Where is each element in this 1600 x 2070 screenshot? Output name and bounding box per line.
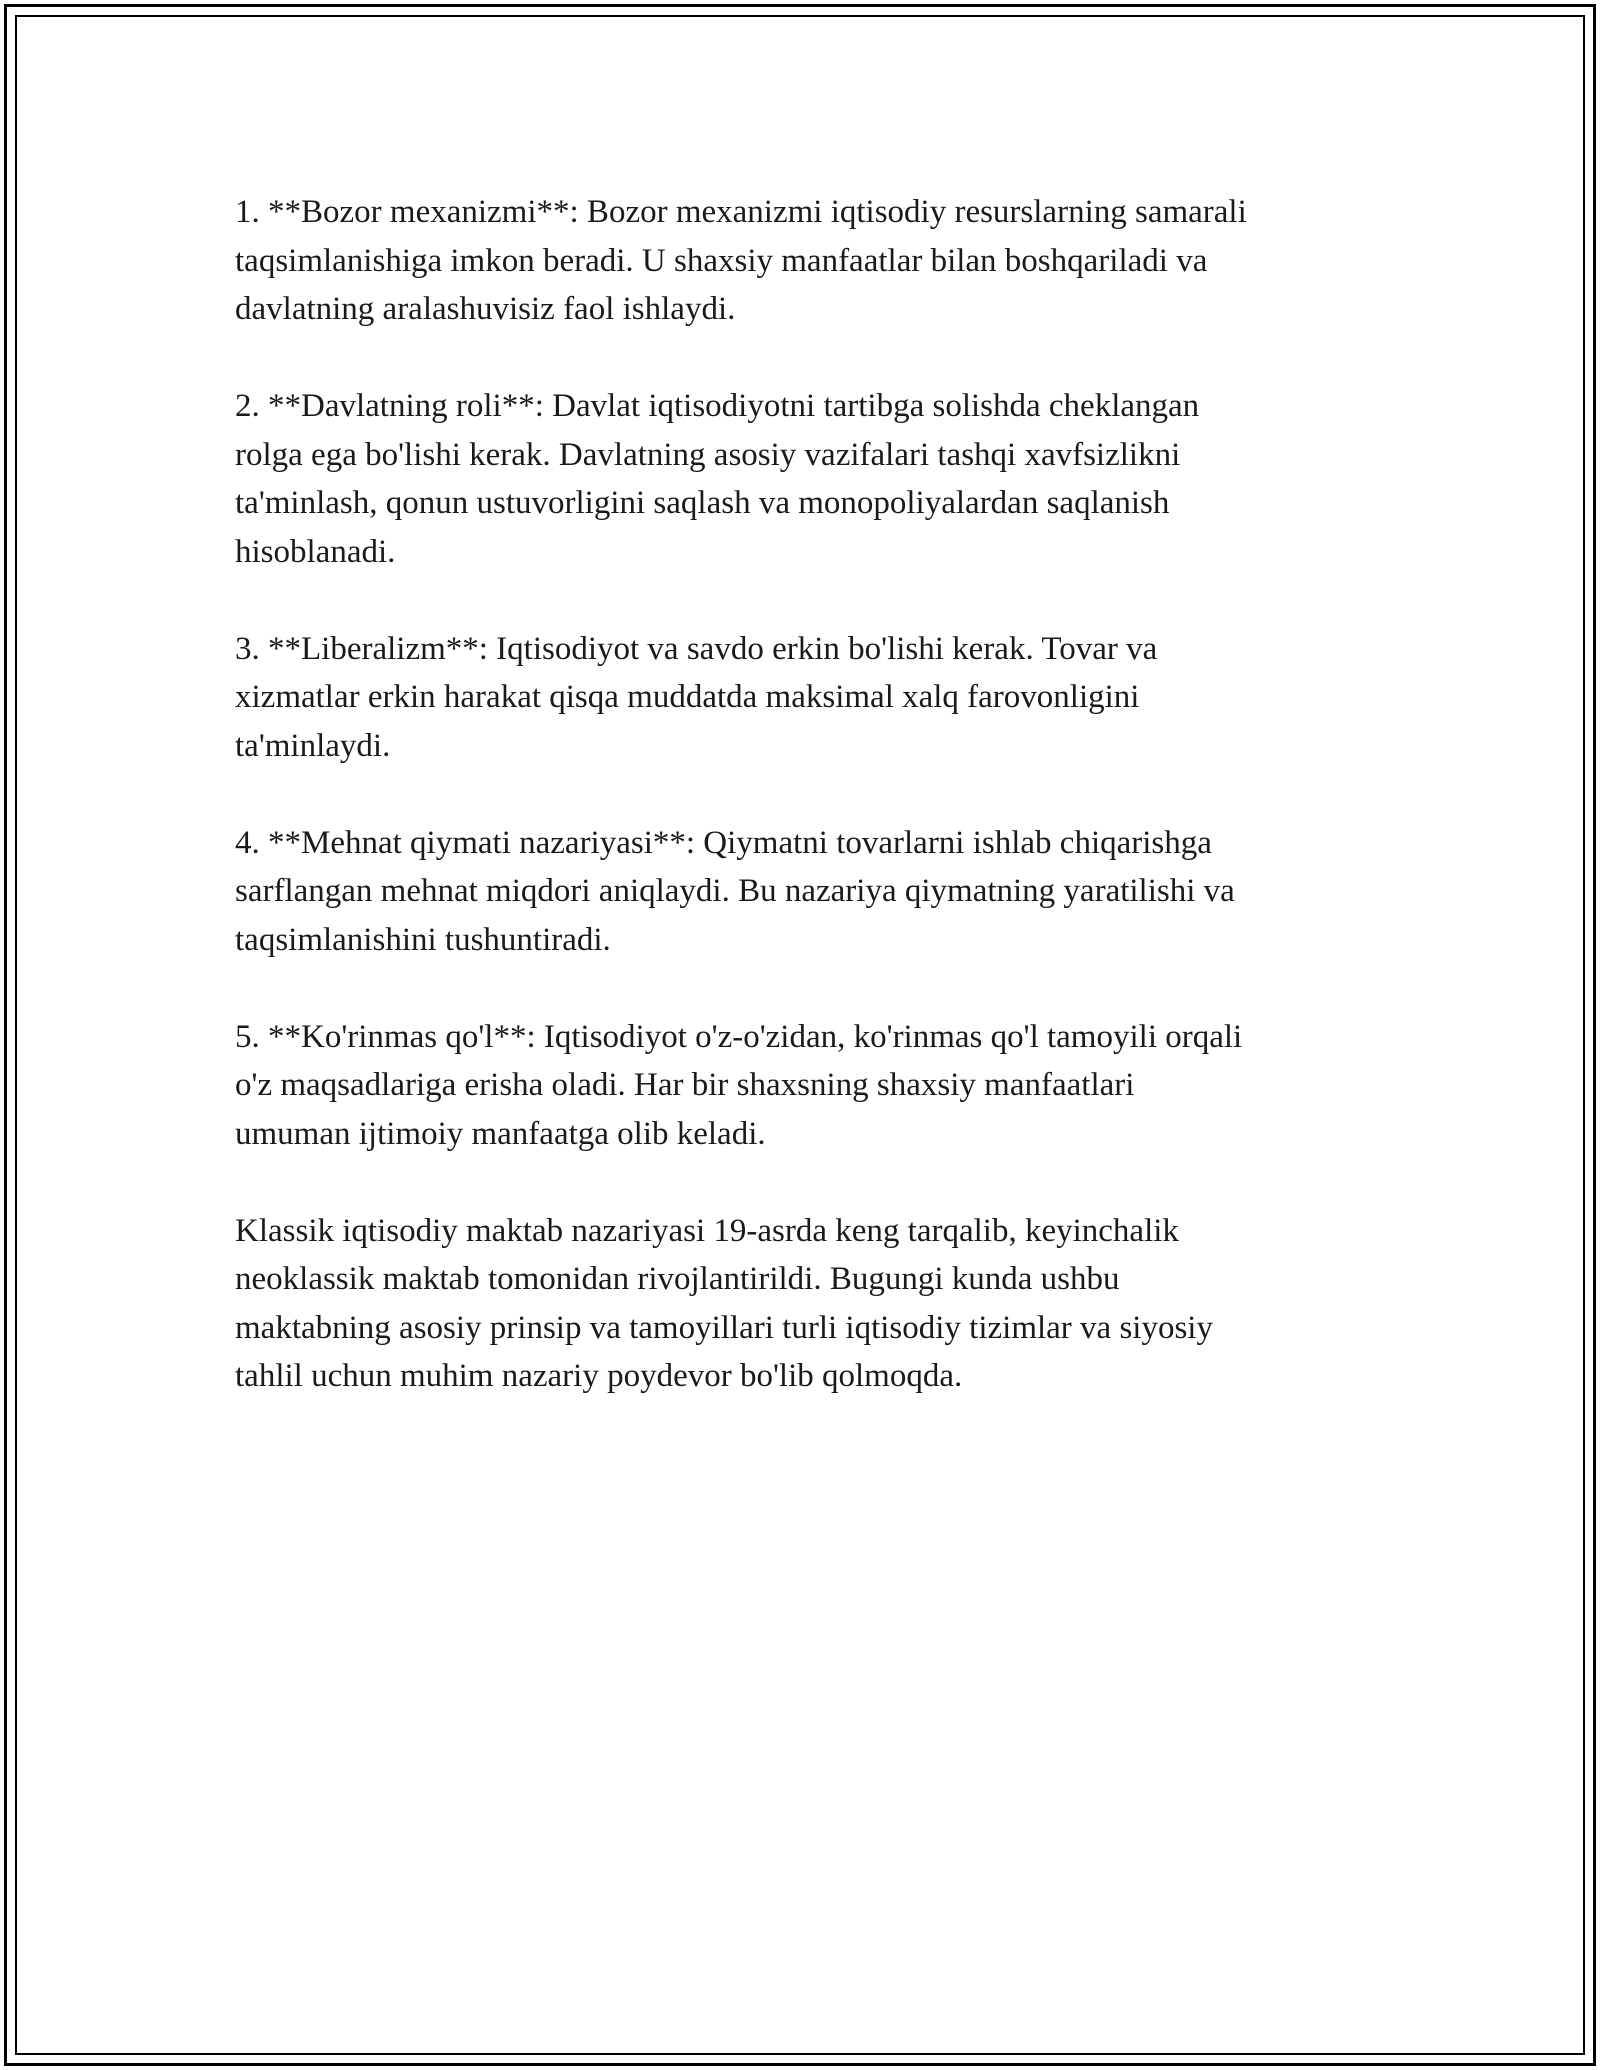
paragraph-conclusion: Klassik iqtisodiy maktab nazariyasi 19-asrda keng tarqalib, keyinchalik neoklassik maktab tomonidan rivojlantirildi. Bugungi kunda ushbu maktabning asosiy prinsip va tamoyillari turli iqtisodiy tizimlar va siyosiy tahlil uchun muhim nazariy poydevor bo'lib qolmoqda. (235, 1212, 1213, 1394)
paragraph-bozor-mexanizmi: 1. **Bozor mexanizmi**: Bozor mexanizmi iqtisodiy resurslarning samarali taqsimlanishiga imkon beradi. U shaxsiy manfaatlar bilan boshqariladi va davlatning aralashuvisiz faol ishlaydi. (235, 194, 1247, 327)
document-body (235, 188, 1395, 1449)
paragraph-mehnat-qiymati: 4. **Mehnat qiymati nazariyasi**: Qiymatni tovarlarni ishlab chiqarishga sarflangan mehnat miqdori aniqlaydi. Bu nazariya qiymatning yaratilishi va taqsimlanishini tushuntiradi. (235, 824, 1235, 958)
paragraph-liberalizm: 3. **Liberalizm**: Iqtisodiyot va savdo erkin bo'lishi kerak. Tovar va xizmatlar erkin harakat qisqa muddatda maksimal xalq farovonligini ta'minlaydi. (235, 630, 1158, 764)
paragraph-korinmas-qol: 5. **Ko'rinmas qo'l**: Iqtisodiyot o'z-o'zidan, ko'rinmas qo'l tamoyili orqali o'z maqsadlariga erisha oladi. Har bir shaxsning shaxsiy manfaatlari umuman ijtimoiy manfaatga olib keladi. (235, 1018, 1243, 1152)
paragraph-davlatning-roli: 2. **Davlatning roli**: Davlat iqtisodiyotni tartibga solishda cheklangan rolga ega bo'lishi kerak. Davlatning asosiy vazifalari tashqi xavfsizlikni ta'minlash, qonun ustuvorligini saqlash va monopoliyalardan saqlanish hisoblanadi. (235, 388, 1200, 570)
